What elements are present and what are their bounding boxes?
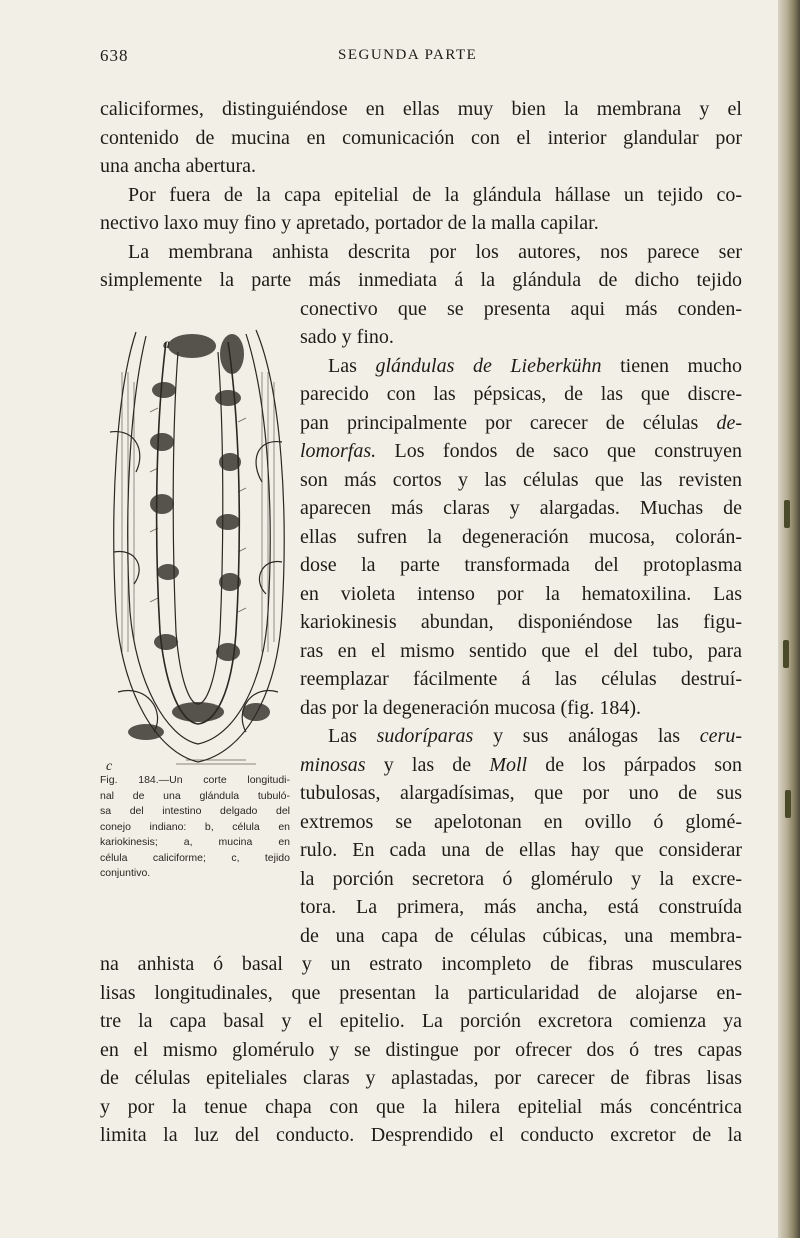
page-number: 638 (100, 46, 129, 65)
text-line: dose la parte transformada del protoplasma (300, 554, 742, 576)
text-line: la porción secretora ó glomérulo y la excre- (300, 868, 742, 890)
text-line: son más cortos y las células que las revisten (300, 469, 742, 491)
page-edge (778, 0, 800, 1238)
text-line: contenido de mucina en comunicación con el interior glandular por (100, 127, 742, 149)
caption-line: kariokinesis; a, mucina en (100, 836, 290, 848)
histology-figure (106, 312, 290, 772)
text-line: de una capa de células cúbicas, una membra- (300, 925, 742, 947)
text-line: kariokinesis abundan, disponiéndose las figu- (300, 611, 742, 633)
caption-line: conejo indiano: b, célula en (100, 820, 290, 833)
text-line: na anhista ó basal y un estrato incompleto de fibras musculares (100, 953, 742, 975)
gland-section-illustration (106, 312, 290, 772)
text-line: parecido con las pépsicas, de las que discre- (300, 383, 742, 405)
figure-label-a: a (163, 337, 170, 352)
text-line: das por la degeneración mucosa (fig. 184). (300, 697, 641, 719)
text-line: tubulosas, alargadísimas, que por uno de sus (300, 782, 742, 804)
text-line: ellas sufren la degeneración mucosa, colorán- (300, 526, 742, 548)
text-line: limita la luz del conducto. Desprendido el conducto excretor de la (100, 1124, 742, 1146)
text-line: sado y fino. (300, 326, 394, 348)
text-line: minosas y las de Moll de los párpados son (300, 754, 742, 776)
running-header (0, 46, 780, 70)
text-line: aparecen más claras y alargadas. Muchas de (300, 497, 742, 519)
text-line: Las sudoríparas y sus análogas las ceru- (328, 725, 742, 747)
running-title: SEGUNDA PARTE (338, 47, 478, 63)
text-line: y por la tenue chapa con que la hilera epitelial más concéntrica (100, 1096, 742, 1118)
caption-line: nal de una glándula tubuló- (100, 789, 290, 802)
edge-mark (785, 790, 791, 818)
caption-line: Fig. 184.—Un corte longitudi- (100, 774, 290, 786)
text-line: lomorfas. Los fondos de saco que construyen (300, 440, 742, 462)
text-line: de células epiteliales claras y aplastadas, por carecer de fibras lisas (100, 1067, 742, 1089)
text-line: extremos se apelotonan en ovillo ó glomé- (300, 811, 742, 833)
text-line: Por fuera de la capa epitelial de la glándula hállase un tejido co- (128, 184, 742, 206)
text-line: tora. La primera, más ancha, está construída (300, 896, 742, 918)
edge-mark (784, 500, 790, 528)
text-line: caliciformes, distinguiéndose en ellas muy bien la membrana y el (100, 98, 742, 120)
text-line: lisas longitudinales, que presentan la particularidad de alojarse en- (100, 982, 742, 1004)
text-line: tre la capa basal y el epitelio. La porción excretora comienza ya (100, 1010, 742, 1032)
text-line: ras en el mismo sentido que el del tubo, para (300, 640, 742, 662)
text-line: en el mismo glomérulo y se distingue por ofrecer dos ó tres capas (100, 1039, 742, 1061)
text-line: Las glándulas de Lieberkühn tienen mucho (328, 355, 742, 377)
text-line: una ancha abertura. (100, 155, 257, 177)
caption-line: conjuntivo. (100, 867, 151, 879)
figure-caption (100, 773, 290, 882)
edge-mark (783, 640, 789, 668)
text-line: nectivo laxo muy fino y apretado, portador de la malla capilar. (100, 212, 599, 234)
text-line: en violeta intenso por la hematoxilina. Las (300, 583, 742, 605)
text-line: conectivo que se presenta aqui más conden- (300, 298, 742, 320)
text-line: La membrana anhista descrita por los autores, nos parece ser (128, 241, 742, 263)
caption-line: sa del intestino delgado del (100, 805, 290, 817)
text-line: rulo. En cada una de ellas hay que considerar (300, 839, 742, 861)
text-line: reemplazar fácilmente á las células destruí- (300, 668, 742, 690)
text-line: simplemente la parte más inmediata á la glándula de dicho tejido (100, 269, 742, 291)
caption-line: célula caliciforme; c, tejido (100, 851, 290, 864)
figure-label-c: c (106, 759, 113, 772)
text-line: pan principalmente por carecer de células de- (300, 412, 742, 434)
